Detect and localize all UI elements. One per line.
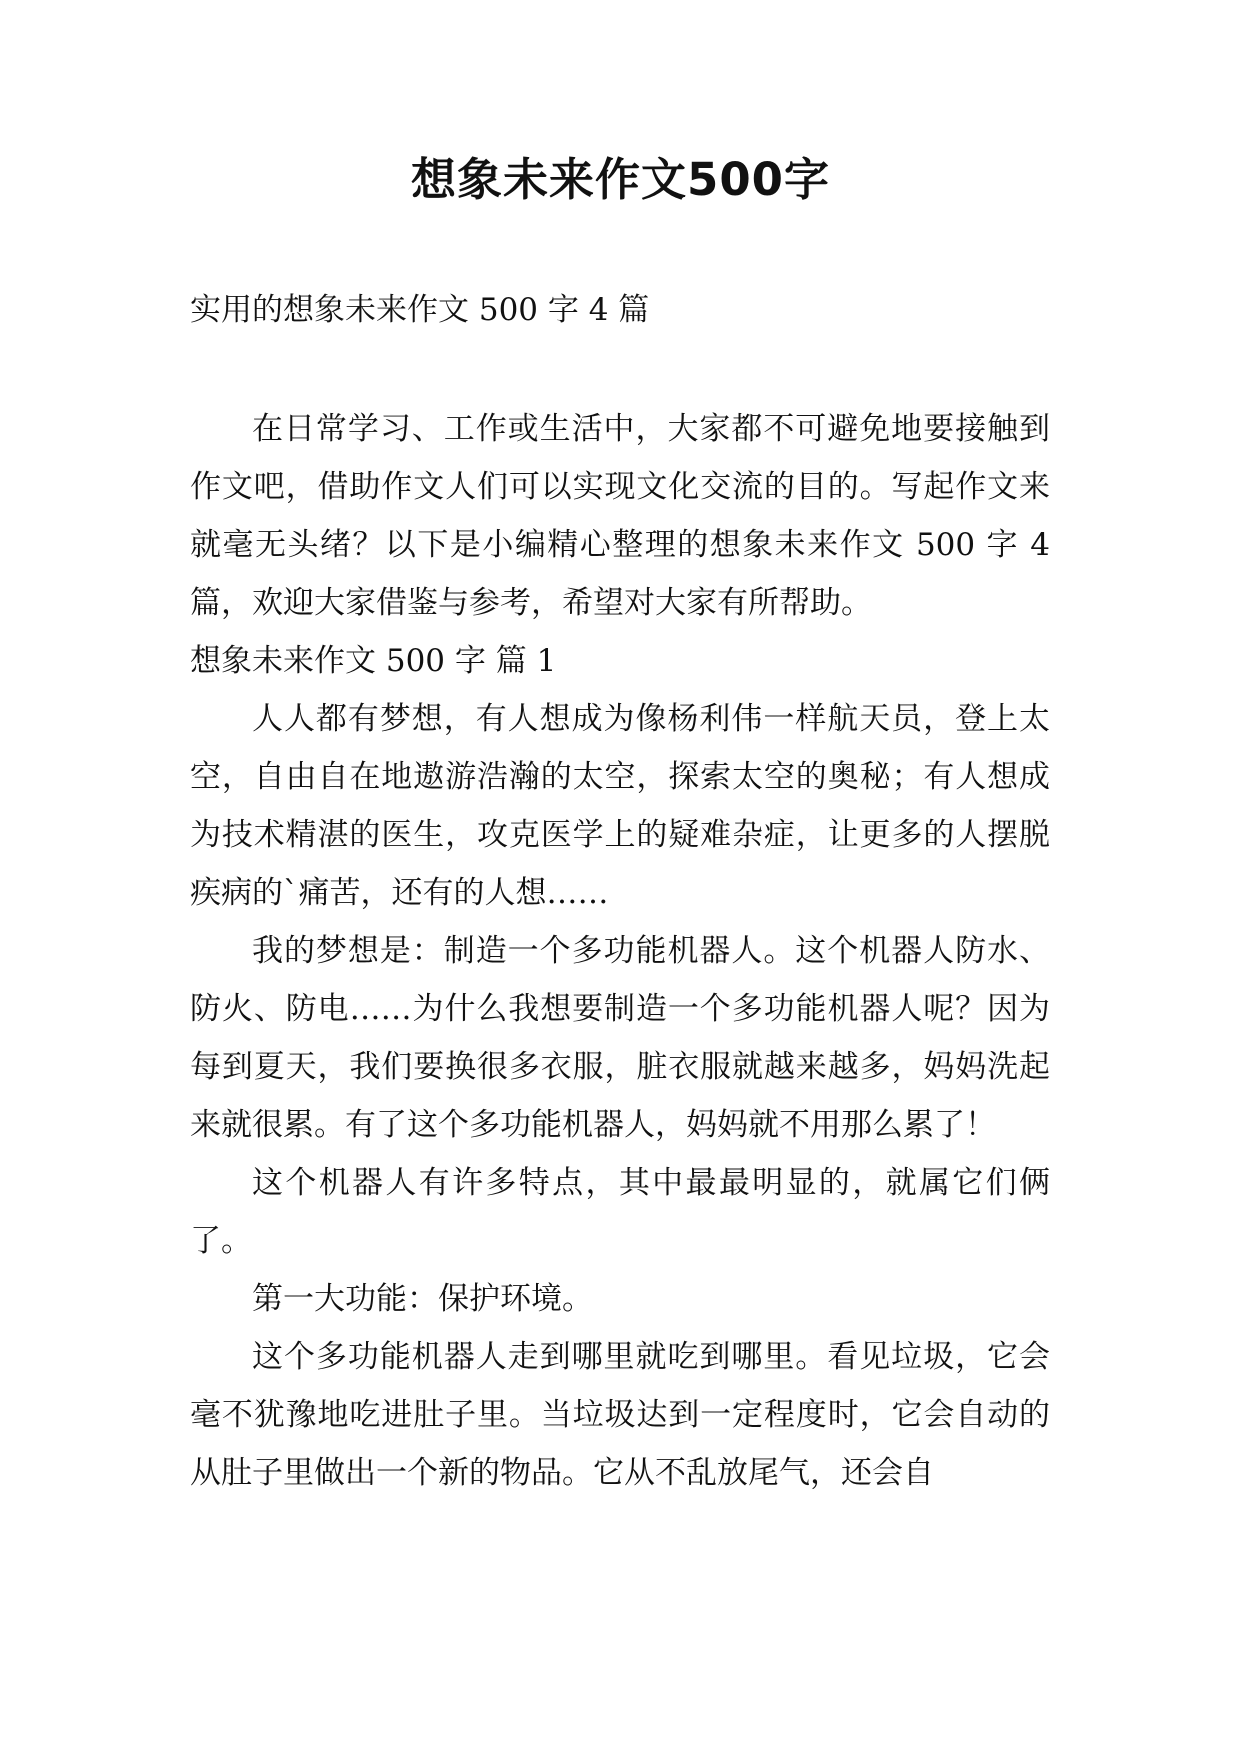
body-paragraph: 第一大功能：保护环境。 xyxy=(252,1281,593,1317)
body-paragraph: 我的梦想是：制造一个多功能机器人。这个机器人防水、防火、防电……为什么我想要制造一个多功能机器人呢？因为每到夏天，我们要换很多衣服，脏衣服就越来越多，妈妈洗起来就很累。有了这个多功能机器人，妈妈就不用那么累了！ xyxy=(190,933,1050,1143)
body-paragraph: 这个多功能机器人走到哪里就吃到哪里。看见垃圾，它会毫不犹豫地吃进肚子里。当垃圾达到一定程度时，它会自动的从肚子里做出一个新的物品。它从不乱放尾气，还会自 xyxy=(190,1339,1050,1491)
section-heading: 想象未来作文 500 字 篇 1 xyxy=(190,643,557,679)
body-paragraph: 人人都有梦想，有人想成为像杨利伟一样航天员，登上太空，自由自在地遨游浩瀚的太空，探索太空的奥秘；有人想成为技术精湛的医生，攻克医学上的疑难杂症，让更多的人摆脱疾病的`痛苦，还有的人想…… xyxy=(190,701,1050,911)
body-paragraph: 这个机器人有许多特点，其中最最明显的，就属它们俩了。 xyxy=(190,1165,1050,1259)
document-title: 想象未来作文500字 xyxy=(411,153,830,206)
intro-paragraph: 在日常学习、工作或生活中，大家都不可避免地要接触到作文吧，借助作文人们可以实现文化交流的目的。写起作文来就毫无头绪？以下是小编精心整理的想象未来作文 500 字 4 篇，欢迎大家借鉴与参考，希望对大家有所帮助。 xyxy=(190,411,1050,621)
document-body xyxy=(190,400,1050,1502)
document-subtitle: 实用的想象未来作文 500 字 4 篇 xyxy=(190,292,650,328)
